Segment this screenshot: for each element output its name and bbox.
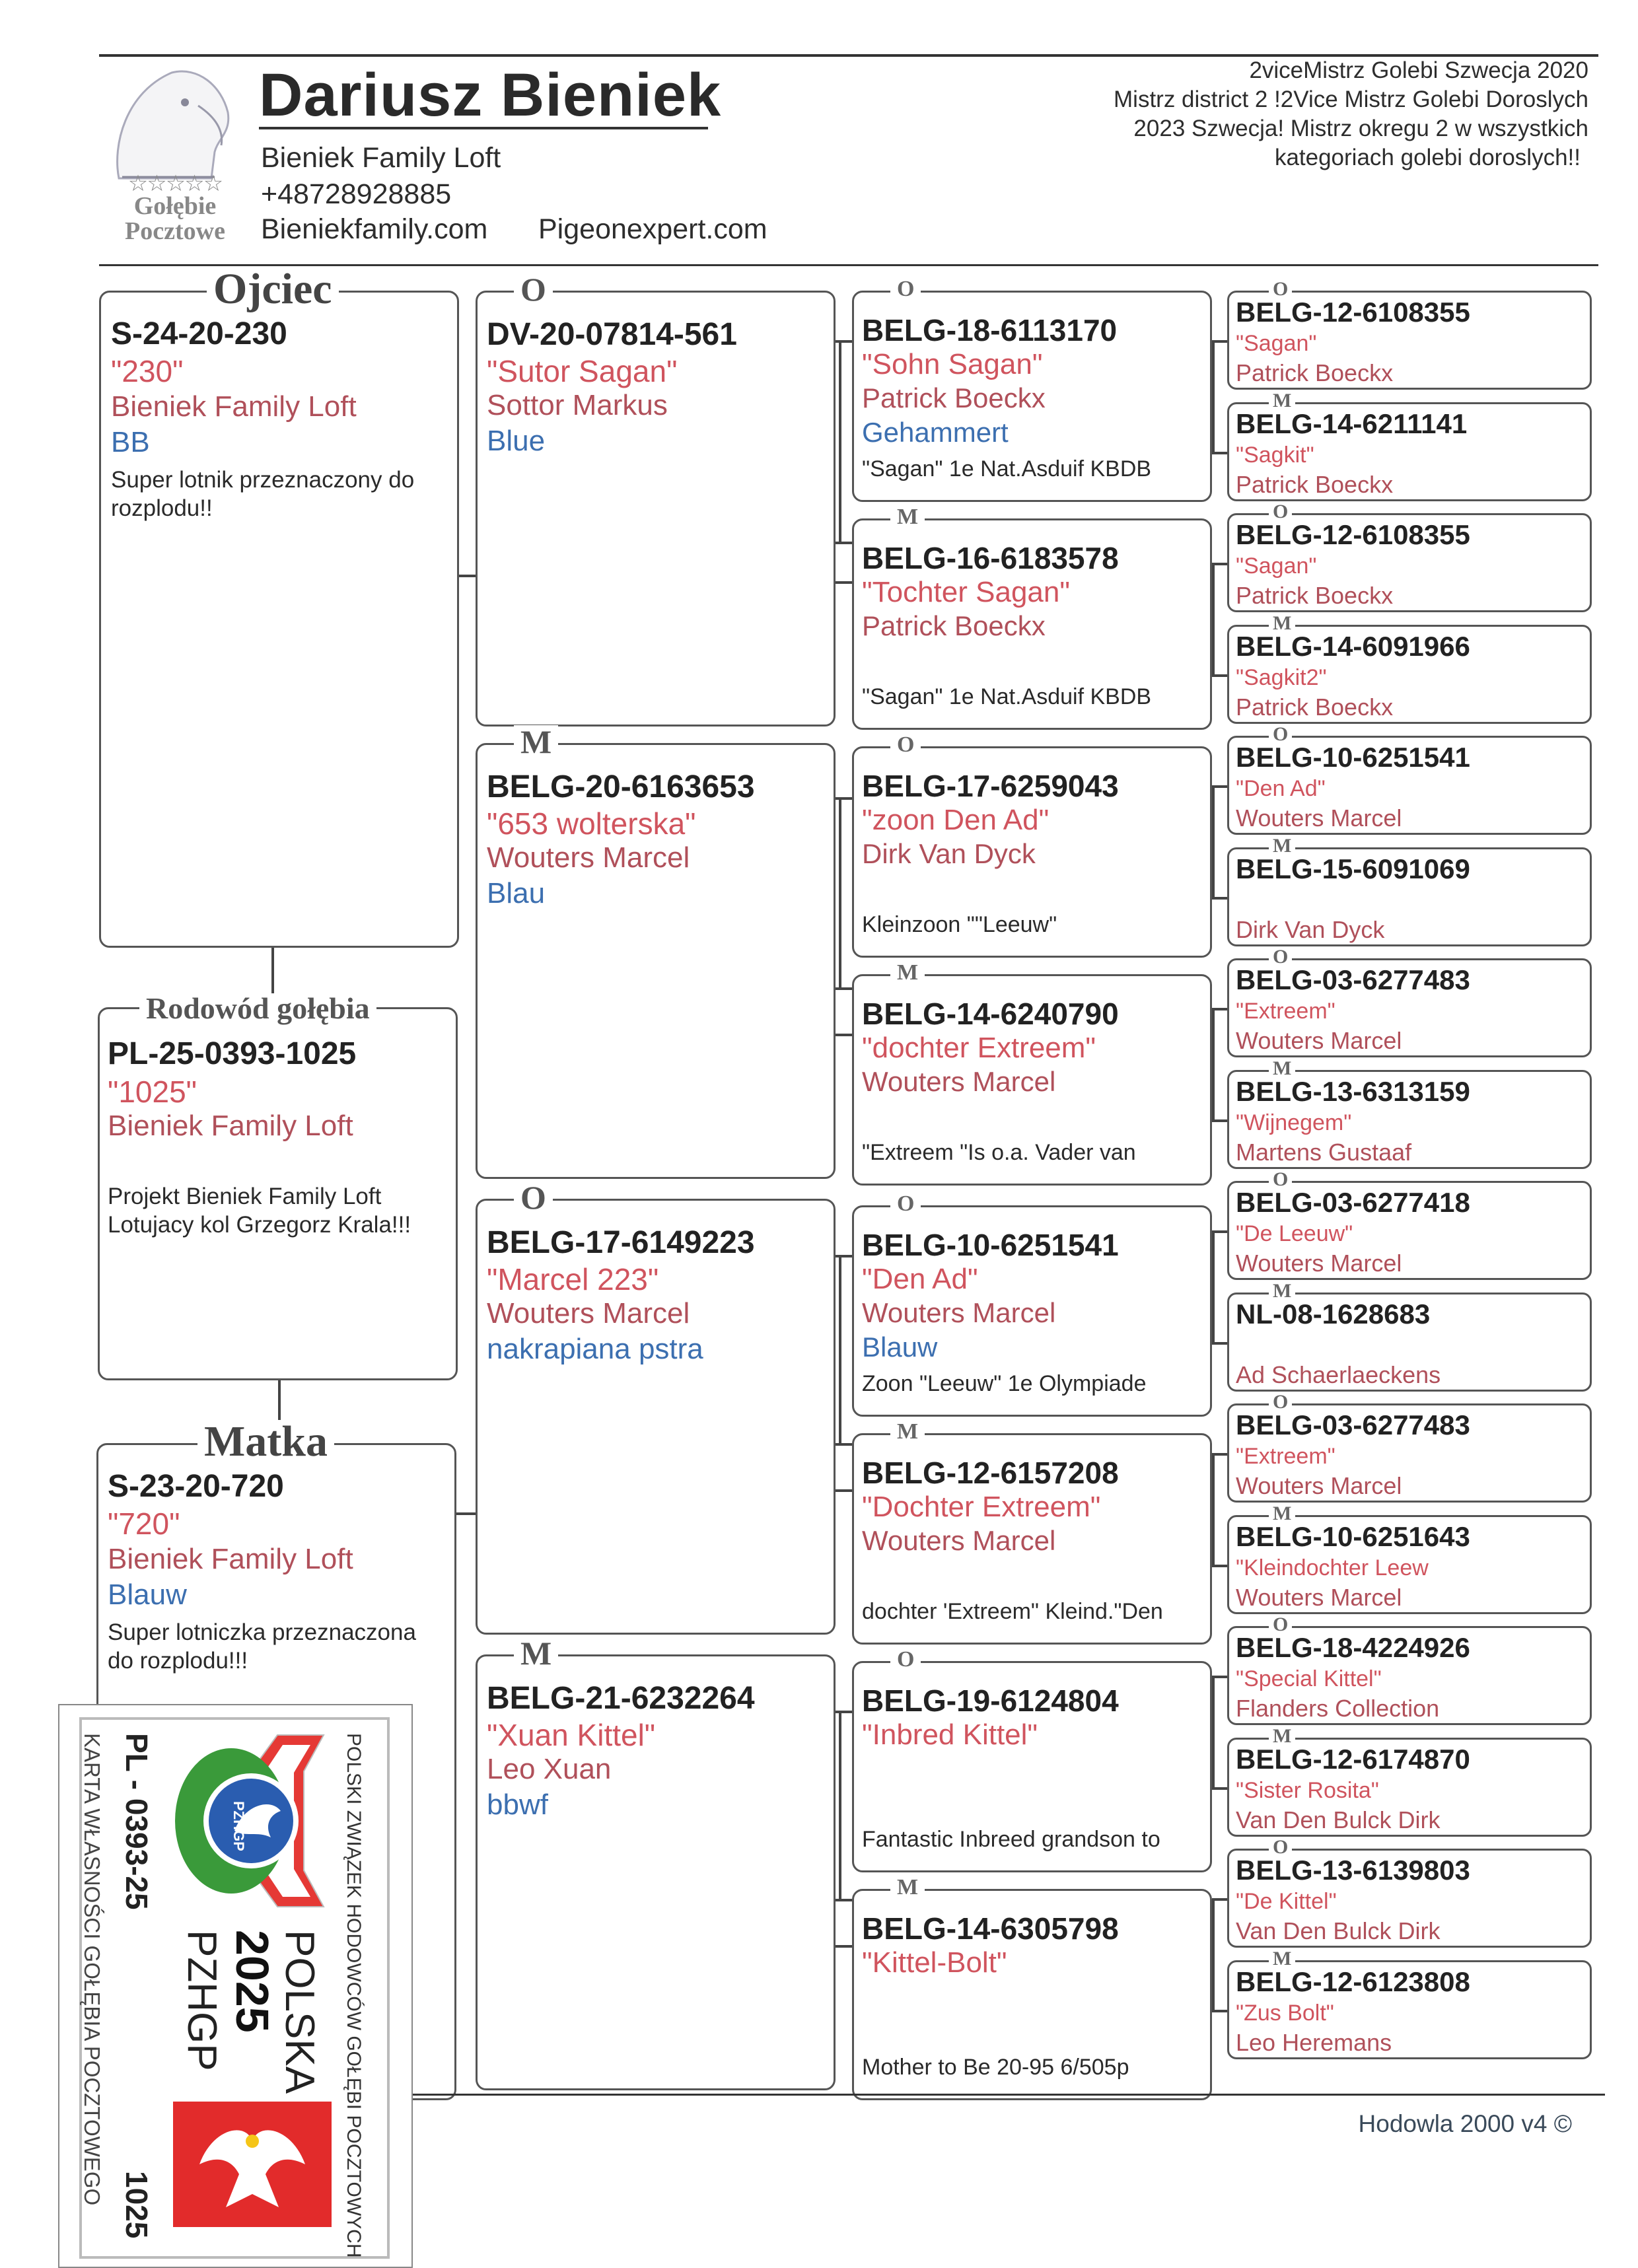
connector-line — [1212, 1119, 1227, 1122]
connector-line — [1212, 674, 1227, 677]
connector-line — [836, 1945, 852, 1948]
sex-mark: M — [1269, 1059, 1295, 1079]
breeder: Wouters Marcel — [1236, 1583, 1402, 1611]
color: Blau — [487, 877, 546, 909]
note: Kleinzoon ""Leeuw" — [862, 912, 1057, 937]
sex-mark: M — [1269, 1949, 1295, 1969]
sex-mark: M — [1269, 836, 1295, 856]
phone-number: +48728928885 — [261, 178, 452, 210]
sex-mark: O — [890, 734, 921, 756]
pzhgp-emblem-icon — [172, 1732, 330, 1910]
association-name: POLSKI ZWIĄZEK HODOWCÓW GOŁĘBI POCZTOWYCH — [343, 1733, 365, 2258]
emblem-text: PZHGP — [231, 1801, 247, 1851]
card-ring-prefix: PL - 0393-25 — [120, 1733, 154, 1910]
connector-line — [456, 1512, 476, 1515]
pigeon-name: "Sagkit" — [1236, 442, 1314, 468]
ring-number: BELG-10-6251541 — [1236, 742, 1470, 773]
connector-line — [1212, 785, 1215, 897]
gen4-pigeon-box[interactable] — [1227, 946, 1592, 1057]
breeder: Sottor Markus — [487, 389, 668, 421]
subject-box[interactable] — [98, 991, 458, 1380]
software-credit: Hodowla 2000 v4 © — [1358, 2110, 1572, 2137]
breeder: Leo Xuan — [487, 1753, 612, 1785]
pigeon-name: "Zus Bolt" — [1236, 2000, 1334, 2026]
connector-line — [1212, 1453, 1215, 1565]
pigeon-name: "Inbred Kittel" — [862, 1719, 1038, 1751]
gen4-pigeon-box[interactable] — [1227, 1836, 1592, 1948]
connector-line — [1212, 1008, 1215, 1119]
pigeon-name: "Wijnegem" — [1236, 1110, 1352, 1135]
connector-line — [836, 340, 852, 343]
pigeon-name: "Tochter Sagan" — [862, 576, 1070, 608]
gen2-pigeon-box[interactable] — [476, 723, 836, 1179]
pigeon-name: "Special Kittel" — [1236, 1666, 1382, 1691]
gen2-pigeon-box[interactable] — [476, 1179, 836, 1635]
dam-note: Super lotniczka przeznaczona do rozplodu!!! — [108, 1619, 416, 1674]
gen2-pigeon-box[interactable] — [476, 271, 836, 726]
connector-line — [836, 1443, 852, 1446]
loft-name: Bieniek Family Loft — [261, 142, 501, 174]
connector-line — [1212, 452, 1227, 454]
sex-mark: M — [1269, 1726, 1295, 1746]
card-ring-number: 1025 — [120, 2171, 154, 2239]
pigeon-name: "zoon Den Ad" — [862, 804, 1050, 836]
sex-mark: O — [890, 1648, 921, 1671]
breeder: Martens Gustaaf — [1236, 1138, 1412, 1166]
ring-number: BELG-13-6139803 — [1236, 1855, 1470, 1886]
pigeon-name: "Kleindochter Leew — [1236, 1555, 1429, 1580]
ring-number: BELG-14-6240790 — [862, 997, 1119, 1031]
breeder: Wouters Marcel — [862, 1297, 1056, 1328]
gen3-pigeon-box[interactable] — [852, 1191, 1212, 1417]
ring-number: BELG-14-6211141 — [1236, 408, 1468, 439]
gen3-pigeon-box[interactable] — [852, 1875, 1212, 2100]
card-year: 2025 — [227, 1930, 278, 2033]
note: Zoon "Leeuw" 1e Olympiade — [862, 1371, 1147, 1396]
breeder: Patrick Boeckx — [1236, 359, 1394, 386]
gen3-pigeon-box[interactable] — [852, 1647, 1212, 1872]
dam-breeder: Bieniek Family Loft — [108, 1543, 353, 1575]
sex-mark: O — [1269, 1392, 1292, 1412]
pigeon-name: "653 wolterska" — [487, 806, 696, 841]
pigeon-name: "Sagkit2" — [1236, 664, 1327, 690]
gen3-pigeon-box[interactable] — [852, 732, 1212, 958]
sire-color: BB — [111, 426, 150, 458]
sex-mark: M — [1269, 614, 1295, 633]
ring-number: BELG-10-6251541 — [862, 1228, 1119, 1262]
sex-mark: M — [890, 506, 925, 528]
connector-line — [836, 1711, 852, 1713]
connector-line — [459, 575, 476, 577]
pigeon-name: "Dochter Extreem" — [862, 1491, 1101, 1523]
ring-number: BELG-12-6108355 — [1236, 519, 1470, 550]
gen4-pigeon-box[interactable] — [1227, 723, 1592, 835]
breeder: Ad Schaerlaeckens — [1236, 1361, 1441, 1388]
connector-line — [836, 797, 852, 800]
pigeon-name: "Den Ad" — [1236, 776, 1326, 801]
breeder: Van Den Bulck Dirk — [1236, 1917, 1441, 1944]
sex-mark: O — [1269, 1615, 1292, 1635]
dam-name: "720" — [108, 1506, 180, 1541]
achievement-line: kategoriach golebi doroslych!! — [1274, 145, 1581, 170]
pigeon-name: "Den Ad" — [862, 1263, 978, 1295]
sex-mark: M — [890, 962, 925, 984]
gen4-pigeon-box[interactable] — [1227, 834, 1592, 946]
ring-number: BELG-14-6091966 — [1236, 630, 1470, 662]
gen3-pigeon-box[interactable] — [852, 1419, 1212, 1645]
breeder: Wouters Marcel — [487, 1297, 690, 1329]
ownership-card — [58, 1704, 413, 2268]
color: bbwf — [487, 1789, 548, 1821]
breeder: Leo Heremans — [1236, 2028, 1392, 2056]
color: Blauw — [862, 1331, 938, 1363]
connector-line — [836, 1489, 852, 1492]
gen4-pigeon-box[interactable] — [1227, 1502, 1592, 1614]
gen2-pigeon-box[interactable] — [476, 1635, 836, 2090]
card-title: KARTA WŁASNOŚCI GOŁĘBIA POCZTOWEGO — [80, 1733, 104, 2206]
ring-number: BELG-03-6277483 — [1236, 964, 1470, 995]
achievement-line: Mistrz district 2 !2Vice Mistrz Golebi Doroslych — [1114, 87, 1588, 112]
pigeon-name: "Xuan Kittel" — [487, 1718, 656, 1752]
connector-line — [836, 1255, 852, 1258]
breeder: Patrick Boeckx — [1236, 693, 1394, 721]
dam-label: Matka — [197, 1420, 334, 1464]
subject-note-2: Lotujacy kol Grzegorz Krala!!! — [108, 1212, 411, 1238]
connector-line — [836, 1034, 852, 1036]
ring-number: BELG-12-6174870 — [1236, 1743, 1470, 1775]
ring-number: DV-20-07814-561 — [487, 317, 737, 352]
pigeon-name: "De Leeuw" — [1236, 1221, 1353, 1246]
sex-mark: O — [1269, 279, 1292, 299]
pigeon-name: "Extreem" — [1236, 1444, 1335, 1469]
ring-number: BELG-17-6149223 — [487, 1225, 755, 1260]
subject-breeder: Bieniek Family Loft — [108, 1110, 353, 1142]
connector-line — [1212, 563, 1215, 674]
connector-line — [836, 581, 852, 584]
pigeon-name: "dochter Extreem" — [862, 1032, 1096, 1064]
note: Fantastic Inbreed grandson to — [862, 1827, 1160, 1852]
color: nakrapiana pstra — [487, 1333, 703, 1365]
ring-number: BELG-12-6157208 — [862, 1456, 1119, 1490]
sire-name: "230" — [111, 354, 184, 388]
gen4-pigeon-box[interactable] — [1227, 1947, 1592, 2059]
ring-number: BELG-21-6232264 — [487, 1681, 755, 1716]
footer-rule — [410, 2094, 1605, 2096]
connector-line — [1212, 340, 1215, 452]
connector-line — [836, 542, 852, 544]
sire-label: Ojciec — [207, 267, 339, 311]
pigeon-name: "Sutor Sagan" — [487, 354, 678, 388]
sex-mark: O — [514, 273, 553, 306]
ring-number: BELG-13-6313159 — [1236, 1075, 1470, 1107]
website-link-1[interactable]: Bieniekfamily.com — [261, 213, 488, 245]
gen4-pigeon-box[interactable] — [1227, 501, 1592, 612]
subject-note-1: Projekt Bieniek Family Loft — [108, 1184, 382, 1209]
gen3-pigeon-box[interactable] — [852, 960, 1212, 1186]
connector-line — [839, 340, 841, 542]
breeder: Wouters Marcel — [487, 841, 690, 874]
sex-mark: O — [1269, 947, 1292, 967]
sex-mark: O — [1269, 1170, 1292, 1189]
subject-name: "1025" — [108, 1075, 197, 1109]
breeder: Wouters Marcel — [1236, 1472, 1402, 1499]
ring-number: BELG-12-6108355 — [1236, 297, 1470, 328]
connector-line — [1212, 1565, 1227, 1567]
breeder: Wouters Marcel — [1236, 804, 1402, 832]
note: Mother to Be 20-95 6/505p — [862, 2055, 1129, 2080]
connector-line — [836, 1899, 852, 1901]
sire-note: Super lotnik przeznaczony do rozplodu!! — [111, 467, 415, 521]
breeder: Dirk Van Dyck — [862, 838, 1036, 869]
sex-mark: O — [1269, 1837, 1292, 1857]
ring-number: BELG-18-4224926 — [1236, 1632, 1470, 1663]
connector-line — [1212, 1230, 1215, 1342]
pigeon-name: "Sister Rosita" — [1236, 1777, 1379, 1803]
gen4-pigeon-box[interactable] — [1227, 1391, 1592, 1503]
breeder-name: Dariusz Bieniek — [259, 61, 722, 129]
pigeon-name: "De Kittel" — [1236, 1889, 1337, 1914]
sire-box[interactable] — [99, 265, 459, 948]
ring-number: BELG-15-6091069 — [1236, 853, 1470, 884]
sex-mark: O — [890, 1193, 921, 1215]
subject-ring: PL-25-0393-1025 — [108, 1036, 357, 1071]
ring-number: BELG-12-6123808 — [1236, 1966, 1470, 1997]
connector-line — [836, 987, 852, 990]
ring-number: BELG-20-6163653 — [487, 769, 755, 804]
color: Gehammert — [862, 417, 1009, 448]
sex-mark: M — [1269, 1504, 1295, 1524]
gen4-pigeon-box[interactable] — [1227, 1168, 1592, 1280]
breeder: Wouters Marcel — [862, 1066, 1056, 1097]
breeder: Wouters Marcel — [862, 1525, 1056, 1556]
breeder: Flanders Collection — [1236, 1695, 1440, 1722]
ring-number: BELG-10-6251643 — [1236, 1520, 1470, 1552]
pigeon-name: "Extreem" — [1236, 999, 1335, 1024]
gen4-pigeon-box[interactable] — [1227, 1057, 1592, 1169]
sex-mark: O — [1269, 502, 1292, 522]
card-org: PZHGP — [179, 1930, 225, 2071]
sex-mark: M — [514, 725, 558, 758]
achievement-line: 2viceMistrz Golebi Szwecja 2020 — [1249, 57, 1588, 83]
website-link-2[interactable]: Pigeonexpert.com — [538, 213, 767, 245]
breeder: Patrick Boeckx — [862, 382, 1046, 413]
achievement-line: 2023 Szwecja! Mistrz okregu 2 w wszystkich — [1133, 116, 1588, 141]
sex-mark: M — [890, 1421, 925, 1443]
name-underline — [259, 127, 708, 129]
breeder: Dirk Van Dyck — [1236, 915, 1385, 943]
connector-line — [1212, 897, 1227, 900]
connector-line — [1212, 1676, 1215, 1787]
gen3-pigeon-box[interactable] — [852, 277, 1212, 502]
sex-mark: M — [1269, 391, 1295, 411]
ring-number: BELG-17-6259043 — [862, 769, 1119, 803]
breeder: Patrick Boeckx — [1236, 582, 1394, 609]
pigeon-name: "Sagan" — [1236, 331, 1317, 356]
connector-line — [1212, 1898, 1215, 2010]
ring-number: BELG-14-6305798 — [862, 1911, 1119, 1946]
pedigree-label: Rodowód gołębia — [139, 993, 376, 1024]
pigeon-name: "Sohn Sagan" — [862, 348, 1043, 380]
sex-mark: O — [1269, 725, 1292, 744]
ring-number: NL-08-1628683 — [1236, 1298, 1431, 1329]
color: Blue — [487, 425, 546, 457]
golebie-pocztowe-logo — [99, 66, 251, 251]
connector-line — [1212, 1342, 1227, 1345]
sex-mark: M — [1269, 1281, 1295, 1301]
sex-mark: O — [890, 278, 921, 301]
ring-number: BELG-19-6124804 — [862, 1683, 1119, 1718]
dam-color: Blauw — [108, 1578, 187, 1611]
gen4-pigeon-box[interactable] — [1227, 1613, 1592, 1725]
pigeon-head-icon — [99, 66, 251, 185]
connector-line — [839, 797, 841, 987]
dam-ring: S-23-20-720 — [108, 1469, 284, 1504]
note: "Sagan" 1e Nat.Asduif KBDB — [862, 684, 1152, 709]
gen4-pigeon-box[interactable] — [1227, 278, 1592, 390]
ring-number: BELG-16-6183578 — [862, 541, 1119, 575]
pigeon-name: "Marcel 223" — [487, 1262, 659, 1296]
connector-line — [1212, 2010, 1227, 2012]
note: dochter 'Extreem" Kleind."Den — [862, 1599, 1163, 1624]
gen4-pigeon-box[interactable] — [1227, 1724, 1592, 1837]
breeder: Wouters Marcel — [1236, 1027, 1402, 1054]
connector-line — [839, 1711, 841, 1899]
gen4-pigeon-box[interactable] — [1227, 389, 1592, 501]
note: "Extreem "Is o.a. Vader van — [862, 1140, 1136, 1165]
polish-coat-of-arms-icon — [173, 2102, 332, 2227]
card-country: POLSKA — [277, 1930, 322, 2094]
sex-mark: O — [514, 1181, 553, 1214]
logo-line1: Gołębie — [133, 192, 217, 220]
ring-number: BELG-03-6277483 — [1236, 1409, 1470, 1440]
sire-ring: S-24-20-230 — [111, 316, 287, 351]
pigeon-name: "Kittel-Bolt" — [862, 1946, 1007, 1979]
sex-mark: M — [890, 1876, 925, 1899]
breeder: Patrick Boeckx — [1236, 470, 1394, 498]
stars-icon: ☆☆☆☆☆ — [127, 171, 223, 196]
breeder: Patrick Boeckx — [862, 610, 1046, 641]
gen4-pigeon-box[interactable] — [1227, 1279, 1592, 1392]
connector-line — [839, 1255, 841, 1443]
breeder: Van Den Bulck Dirk — [1236, 1806, 1441, 1833]
gen3-pigeon-box[interactable] — [852, 505, 1212, 730]
connector-line — [1212, 1787, 1227, 1790]
sex-mark: M — [514, 1637, 558, 1670]
logo-line2: Pocztowe — [125, 217, 225, 245]
pzhgp-emblem — [172, 1732, 330, 1910]
gen4-pigeon-box[interactable] — [1227, 612, 1592, 724]
ring-number: BELG-18-6113170 — [862, 313, 1118, 347]
ring-number: BELG-03-6277418 — [1236, 1187, 1470, 1218]
pigeon-name: "Sagan" — [1236, 553, 1317, 579]
note: "Sagan" 1e Nat.Asduif KBDB — [862, 456, 1152, 481]
achievements — [994, 56, 1588, 172]
sire-breeder: Bieniek Family Loft — [111, 390, 357, 423]
breeder: Wouters Marcel — [1236, 1250, 1402, 1277]
